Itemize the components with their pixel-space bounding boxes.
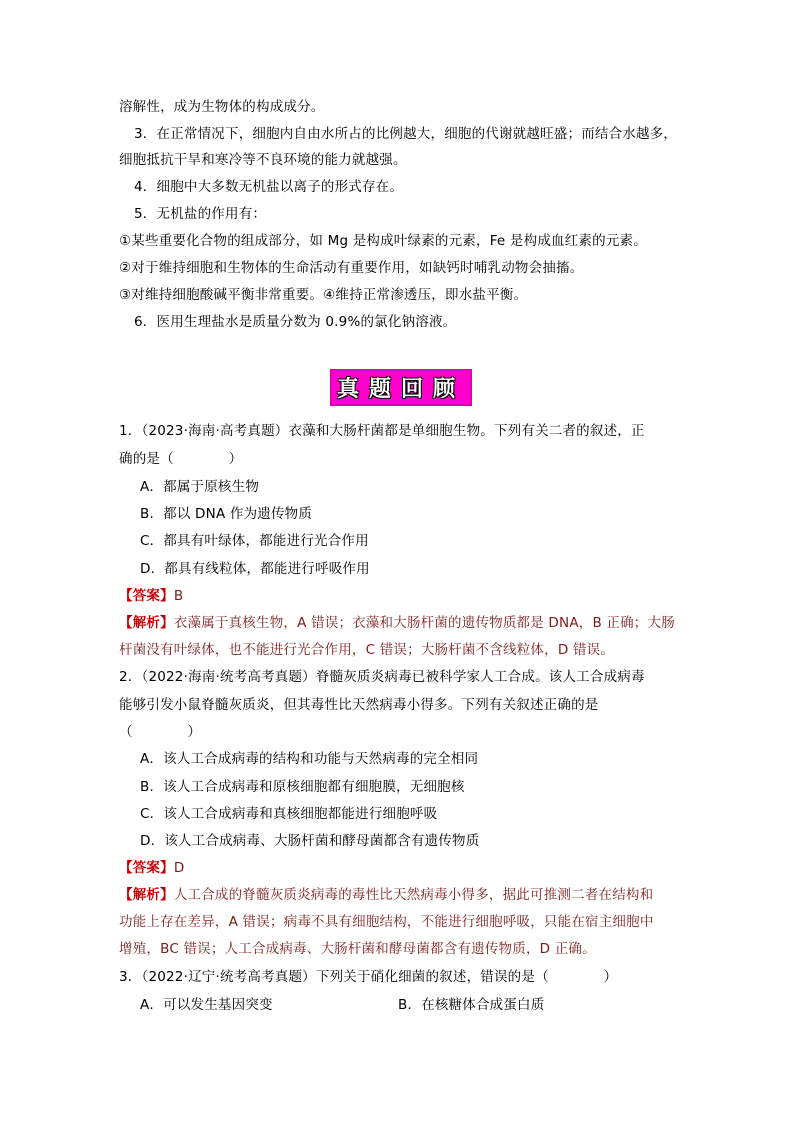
q2-answer <box>119 859 184 877</box>
q2-analysis-line-2: 功能上存在差异，A 错误；病毒不具有细胞结构，不能进行细胞呼吸，只能在宿主细胞中 <box>119 914 654 930</box>
q2-option-b: B．该人工合成病毒和原核细胞都有细胞膜，无细胞核 <box>140 779 465 795</box>
q1-option-c: C．都具有叶绿体，都能进行光合作用 <box>140 533 369 549</box>
intro-line-6: ①某些重要化合物的组成部分，如 Mg 是构成叶绿素的元素，Fe 是构成血红素的元素。 <box>119 233 647 249</box>
intro-line-7: ②对于维持细胞和生物体的生命活动有重要作用，如缺钙时哺乳动物会抽搐。 <box>119 260 584 276</box>
q2-analysis-line-1 <box>119 886 653 904</box>
q2-answer-value: D <box>173 860 185 876</box>
q1-option-d: D．都具有线粒体，都能进行呼吸作用 <box>140 561 370 577</box>
section-banner <box>330 369 472 406</box>
q1-analysis-label: 【解析】 <box>119 615 174 631</box>
q1-stem-line-1: 1．（2023·海南·高考真题）衣藻和大肠杆菌都是单细胞生物。下列有关二者的叙述，正 <box>119 423 645 439</box>
q1-analysis-text-1: 衣藻属于真核生物，A 错误；衣藻和大肠杆菌的遗传物质都是 DNA，B 正确；大肠 <box>173 615 675 631</box>
q2-analysis-label: 【解析】 <box>119 887 174 903</box>
q3-option-b: B．在核糖体合成蛋白质 <box>398 997 545 1013</box>
intro-line-5: 5．无机盐的作用有： <box>134 206 267 222</box>
q1-option-b: B．都以 DNA 作为遗传物质 <box>140 506 313 522</box>
q1-analysis-line-2: 杆菌没有叶绿体，也不能进行光合作用，C 错误；大肠杆菌不含线粒体，D 错误。 <box>119 642 615 658</box>
q2-stem-line-3: （ ） <box>119 724 202 740</box>
intro-line-8: ③对维持细胞酸碱平衡非常重要。④维持正常渗透压，即水盐平衡。 <box>119 287 528 303</box>
q1-option-a: A．都属于原核生物 <box>140 479 260 495</box>
section-banner-title: 真题回顾 <box>336 377 465 402</box>
q2-answer-label: 【答案】 <box>119 860 174 876</box>
q1-analysis-line-1 <box>119 614 675 632</box>
intro-line-3: 细胞抵抗干旱和寒冷等不良环境的能力就越强。 <box>119 152 407 168</box>
intro-line-9: 6．医用生理盐水是质量分数为 0.9%的氯化钠溶液。 <box>134 314 457 330</box>
q2-analysis-line-3: 增殖，BC 错误；人工合成病毒、大肠杆菌和酵母菌都含有遗传物质，D 正确。 <box>119 941 596 957</box>
q1-answer-label: 【答案】 <box>119 588 174 604</box>
q2-option-a: A．该人工合成病毒的结构和功能与天然病毒的完全相同 <box>140 751 479 767</box>
q2-stem-line-1: 2．（2022·海南·统考高考真题）脊髓灰质炎病毒已被科学家人工合成。该人工合成病毒 <box>119 669 645 685</box>
q2-option-d: D．该人工合成病毒、大肠杆菌和酵母菌都含有遗传物质 <box>140 833 480 849</box>
q1-answer <box>119 587 183 605</box>
q3-option-a: A．可以发生基因突变 <box>140 997 273 1013</box>
q1-stem-line-2: 确的是（ ） <box>119 451 243 467</box>
q2-stem-line-2: 能够引发小鼠脊髓灰质炎，但其毒性比天然病毒小得多。下列有关叙述正确的是 <box>119 697 599 713</box>
intro-line-2: 3．在正常情况下，细胞内自由水所占的比例越大，细胞的代谢就越旺盛；而结合水越多， <box>134 126 678 142</box>
intro-line-4: 4．细胞中大多数无机盐以离子的形式存在。 <box>134 179 404 195</box>
q3-stem-line-1: 3．（2022·辽宁·统考高考真题）下列关于硝化细菌的叙述，错误的是（ ） <box>119 969 618 985</box>
intro-line-1: 溶解性，成为生物体的构成成分。 <box>119 99 325 115</box>
q2-option-c: C．该人工合成病毒和真核细胞都能进行细胞呼吸 <box>140 806 438 822</box>
q2-analysis-text-1: 人工合成的脊髓灰质炎病毒的毒性比天然病毒小得多，据此可推测二者在结构和 <box>173 887 654 903</box>
q1-answer-value: B <box>173 588 184 604</box>
